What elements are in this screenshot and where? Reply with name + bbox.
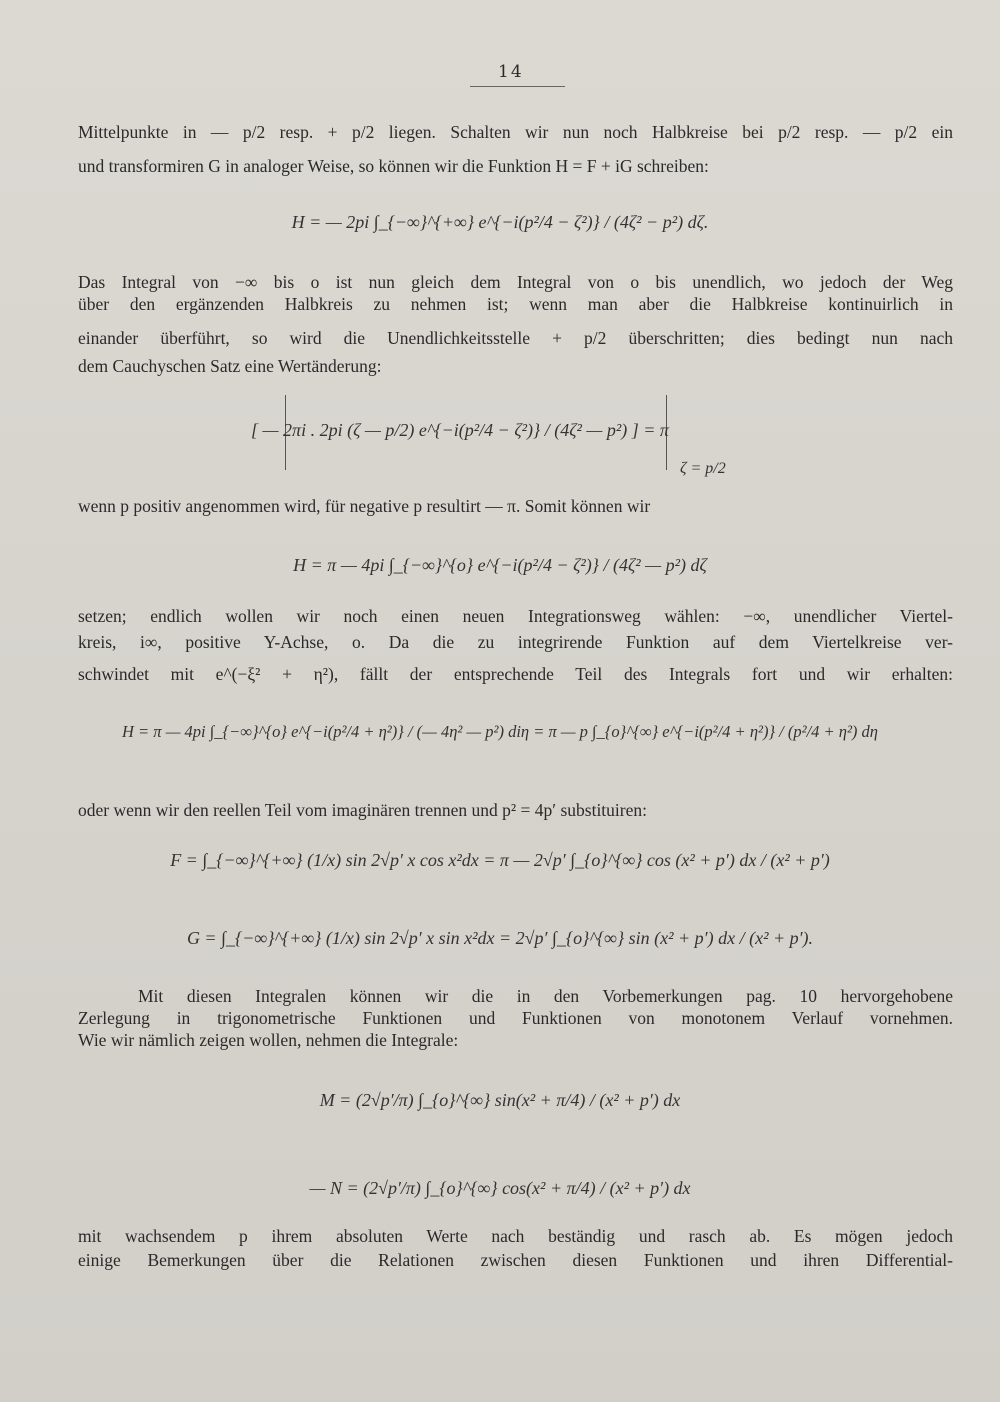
text-line: Zerlegung in trigonometrische Funktionen und Funktionen von monotonem Verlauf vornehmen. xyxy=(78,1008,953,1028)
text-line: einander überführt, so wird die Unendlichkeitsstelle + p/2 überschritten; dies bedingt nun nach xyxy=(78,328,953,348)
paragraph-1 xyxy=(78,122,953,176)
text-line: wenn p positiv angenommen wird, für negative p resultirt — π. Somit können wir xyxy=(78,496,651,516)
paragraph-7 xyxy=(78,1226,953,1270)
paragraph-4 xyxy=(78,606,953,684)
text-line: Das Integral von −∞ bis o ist nun gleich dem Integral von o bis unendlich, wo jedoch der Weg xyxy=(78,272,953,292)
equation-3: H = π — 4pi ∫_{−∞}^{o} e^{−i(p²/4 − ζ²)} / (4ζ² — p²) dζ xyxy=(293,555,707,575)
equation-6: G = ∫_{−∞}^{+∞} (1/x) sin 2√p′ x sin x²dx = 2√p′ ∫_{o}^{∞} sin (x² + p′) dx / (x² + p′). xyxy=(186,928,814,948)
text-line: oder wenn wir den reellen Teil vom imaginären trennen und p² = 4p′ substituiren: xyxy=(78,800,647,820)
equation-5: F = ∫_{−∞}^{+∞} (1/x) sin 2√p′ x cos x²dx = π — 2√p′ ∫_{o}^{∞} cos (x² + p′) dx / (x² + p′) xyxy=(170,850,830,870)
header-rule xyxy=(470,86,565,87)
page-number: 14 xyxy=(498,62,524,82)
text-line: Wie wir nämlich zeigen wollen, nehmen die Integrale: xyxy=(78,1030,459,1050)
equation-7: M = (2√p′/π) ∫_{o}^{∞} sin(x² + π/4) / (x² + p′) dx xyxy=(319,1090,681,1110)
paragraph-6 xyxy=(78,986,953,1050)
text-line: und transformiren G in analoger Weise, so können wir die Funktion H = F + iG schreiben: xyxy=(78,156,709,176)
equation-8: — N = (2√p′/π) ∫_{o}^{∞} cos(x² + π/4) / (x² + p′) dx xyxy=(309,1178,691,1198)
equation-2: [ — 2πi . 2pi (ζ — p/2) e^{−i(p²/4 − ζ²)} / (4ζ² — p²) ] = π xyxy=(251,420,669,440)
text-line: mit wachsendem p ihrem absoluten Werte nach beständig und rasch ab. Es mögen jedoch xyxy=(78,1226,953,1246)
text-line: schwindet mit e^(−ξ² + η²), fällt der entsprechende Teil des Integrals fort und wir erhalten: xyxy=(78,664,953,684)
equation-1: H = — 2pi ∫_{−∞}^{+∞} e^{−i(p²/4 − ζ²)} / (4ζ² − p²) dζ. xyxy=(291,212,709,232)
text-line: kreis, i∞, positive Y-Achse, o. Da die zu integrirende Funktion auf dem Viertelkreise ver- xyxy=(78,632,953,652)
paragraph-5 xyxy=(78,800,953,820)
text-line: Mittelpunkte in — p/2 resp. + p/2 liegen. Schalten wir nun noch Halbkreise bei p/2 resp. — p/2 ein xyxy=(78,122,953,142)
text-line: einige Bemerkungen über die Relationen zwischen diesen Funktionen und ihren Differential- xyxy=(78,1250,953,1270)
paragraph-2 xyxy=(78,272,953,376)
paragraph-3 xyxy=(78,496,953,516)
equation-2-condition: ζ = p/2 xyxy=(680,460,726,477)
equation-4: H = π — 4pi ∫_{−∞}^{o} e^{−i(p²/4 + η²)} / (— 4η² — p²) diη = π — p ∫_{o}^{∞} e^{−i(p²/4 + η²)} / (p²/4 + η²) dη xyxy=(122,722,878,741)
text-line: setzen; endlich wollen wir noch einen neuen Integrationsweg wählen: −∞, unendlicher Viertel- xyxy=(78,606,953,626)
text-line: über den ergänzenden Halbkreis zu nehmen ist; wenn man aber die Halbkreise kontinuirlich in xyxy=(78,294,953,314)
text-line: Mit diesen Integralen können wir die in den Vorbemerkungen pag. 10 hervorgehobene xyxy=(138,986,953,1006)
text-line: dem Cauchyschen Satz eine Wertänderung: xyxy=(78,356,382,376)
